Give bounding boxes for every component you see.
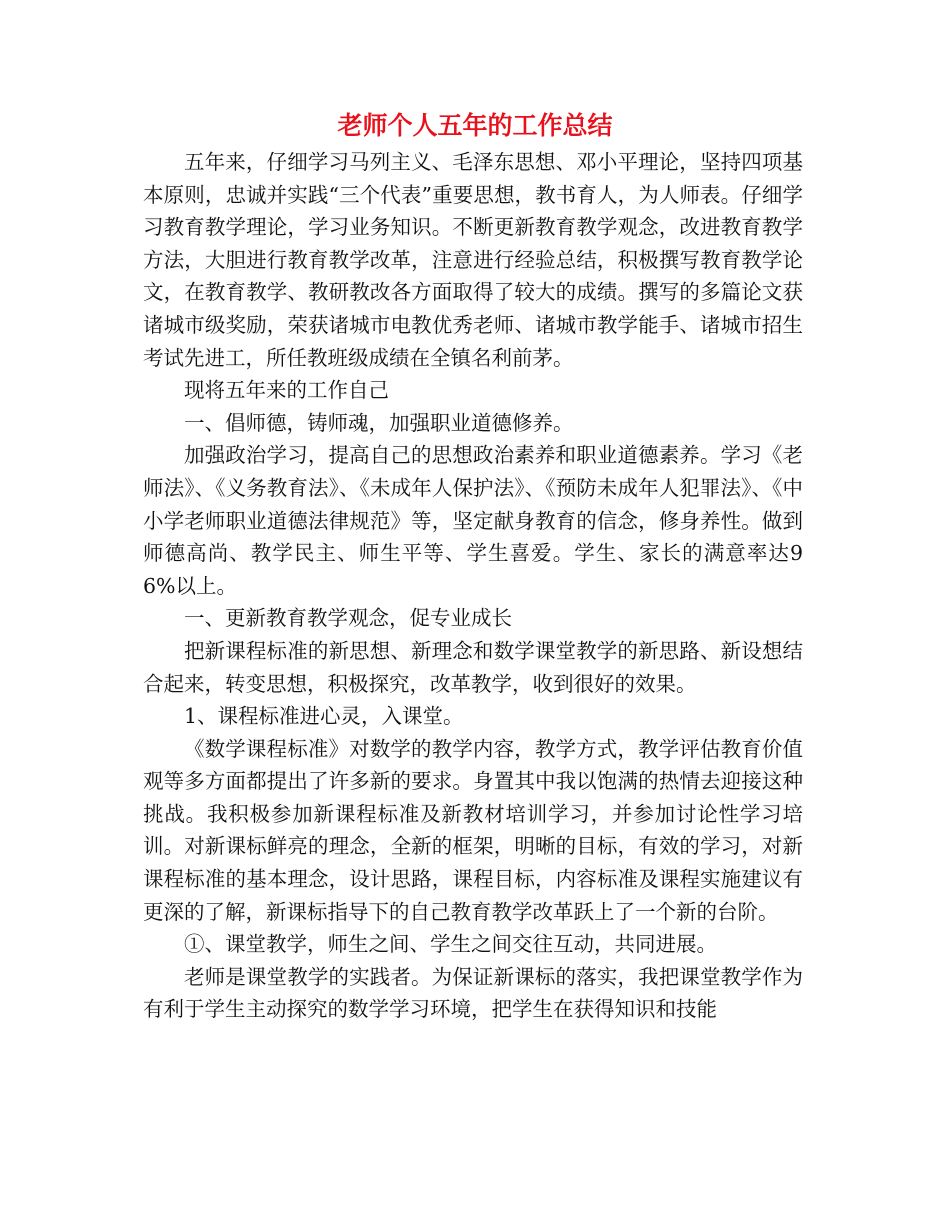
paragraph: 《数学课程标准》对数学的教学内容，教学方式，教学评估教育价值观等多方面都提出了许多新的要求。身置其中我以饱满的热情去迎接这种挑战。我积极参加新课程标准及新教材培训学习，并参加讨论性学习培训。对新课标鲜亮的理念，全新的框架，明晰的目标，有效的学习，对新课程标准的基本理念，设计思路，课程目标，内容标准及课程实施建议有更深的了解，新课标指导下的自己教育教学改革跃上了一个新的台阶。	[143, 736, 803, 924]
paragraph: 加强政治学习，提高自己的思想政治素养和职业道德素养。学习《老师法》、《义务教育法》、《未成年人保护法》、《预防未成年人犯罪法》、《中小学老师职业道德法律规范》等，坚定献身教育的信念，修身养性。做到师德高尚、教学民主、师生平等、学生喜爱。学生、家长的满意率达96%以上。	[143, 443, 803, 598]
paragraph: 老师是课堂教学的实践者。为保证新课标的落实，我把课堂教学作为有利于学生主动探究的数学学习环境，把学生在获得知识和技能	[143, 964, 803, 1022]
document-body	[143, 146, 803, 1026]
paragraph: 把新课程标准的新思想、新理念和数学课堂教学的新思路、新设想结合起来，转变思想，积极探究，改革教学，收到很好的效果。	[143, 638, 803, 696]
paragraph: 五年来，仔细学习马列主义、毛泽东思想、邓小平理论，坚持四项基本原则，忠诚并实践“三个代表”重要思想，教书育人，为人师表。仔细学习教育教学理论，学习业务知识。不断更新教育教学观念，改进教育教学方法，大胆进行教育教学改革，注意进行经验总结，积极撰写教育教学论文，在教育教学、教研教改各方面取得了较大的成绩。撰写的多篇论文获诸城市级奖励，荣获诸城市电教优秀老师、诸城市教学能手、诸城市招生考试先进工，所任教班级成绩在全镇名利前茅。	[143, 150, 803, 370]
section-heading: 一、倡师德，铸师魂，加强职业道德修养。	[184, 410, 574, 435]
section-heading: 一、更新教育教学观念，促专业成长	[184, 606, 512, 631]
document-title: 老师个人五年的工作总结	[337, 111, 613, 140]
paragraph: 现将五年来的工作自己	[184, 378, 389, 403]
subsection-heading: ①、课堂教学，师生之间、学生之间交往互动，共同进展。	[184, 932, 717, 957]
subsection-heading: 1、课程标准进心灵，入课堂。	[184, 704, 464, 729]
